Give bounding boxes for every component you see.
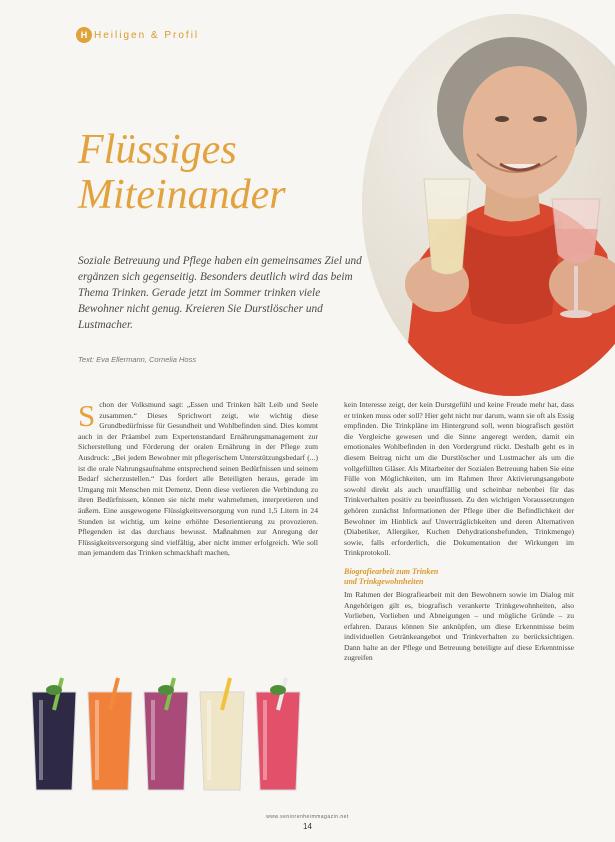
smoothie-glass <box>88 678 132 790</box>
smoothie-glass <box>144 678 188 790</box>
footer-url: www.seniorenheimmagazin.net <box>266 814 349 820</box>
section-label: Heiligen & Profil <box>94 29 200 41</box>
subheading <box>344 567 574 587</box>
smoothie-glasses-photo <box>22 670 322 800</box>
title-line-2: Miteinander <box>78 172 286 218</box>
smoothie-glass <box>256 678 300 790</box>
section-header <box>76 27 199 43</box>
title-line-1: Flüssiges <box>78 127 237 173</box>
body-paragraph: chon der Volksmund sagt: „Essen und Trinken hält Leib und Seele zusammen.“ Dieses Sprichwort zeigt, wie wichtig diese Grundbedürfnisse für Gesundheit und Wohlbefinden sind. Dies kommt auch in der Präambel zum Expertenstandard Ernährungsmanagement zur Sicherstellung und Förderung der oralen Ernährung in der Pflege zum Ausdruck: „Bei jedem Bewohner mit pflegerischem Unterstützungsbedarf (...) ist die orale Nahrungsaufnahme entsprechend seinen Bedürfnissen und seinem Bedarf sicherzustellen.“ Das fordert alle Beteiligten heraus, gerade im Umgang mit Menschen mit Demenz. Denn diese verlieren die Verbindung zu ihren Bedürfnissen, können sie nicht mehr wahrnehmen, interpretieren und äußern. Eine ausgewogene Flüssigkeitsversorgung von rund 1,5 Litern in 24 Stunden ist wichtig, um keine erhöhte Desorientierung zu provozieren. Pflegenden ist das durchaus bewusst. Maßnahmen zur Anregung der Flüssigkeitsversorgung sind vielfältig, aber nicht immer erfolgreich. Wie soll man jemandem das Trinken schmackhaft machen, <box>78 400 318 558</box>
smoothie-glass <box>32 678 76 790</box>
body-paragraph: Im Rahmen der Biografiearbeit mit den Bewohnern sowie im Dialog mit Angehörigen gilt es, biografisch verankerte Trinkgewohnheiten, also Vorlieben, Vorlieben und Abneigungen – und mögliche Gründe – zu erfahren. Daraus können Sie anknüpfen, um diese Erkenntnisse beim individuellen Getränkeangebot und Trinkverhalten zu berücksichtigen. Dann halte an der Pflege und Betreuung beteiligte auf diese Erkenntnisse zugreifen <box>344 589 574 663</box>
lead-paragraph: Soziale Betreuung und Pflege haben ein gemeinsames Ziel und ergänzen sich gegenseitig. Besonders deutlich wird das beim Thema Trinken. Gerade jetzt im Sommer trinken viele Bewohner nicht genug. Kreieren Sie Durstlöscher und Lustmacher. <box>78 255 362 331</box>
smoothie-glass <box>200 678 244 790</box>
body-column-right <box>344 400 574 790</box>
elderly-woman-toasting-photo <box>362 14 615 396</box>
subheading-line-1: Biografiearbeit zum Trinken <box>344 566 439 576</box>
byline: Text: Eva Ellermann, Cornelia Hoss <box>78 355 197 364</box>
body-column-left <box>78 400 318 676</box>
body-paragraph: kein Interesse zeigt, der kein Durstgefühl und keine Freude mehr hat, dass er trinken muss oder soll? Hier geht nicht nur darum, wann sie oft als Essig empfinden. Die Trinkpläne im Hintergrund soll, wenn biografisch gestört die Vergleiche gewesen und die Sinne angeregt werden, damit ein emotionales Wohlbefinden in den Vordergrund rückt. Deshalb geht es in diesem Beitrag nicht um die Durstlöscher und Lustmacher als um die vollgefüllten Gläser. Als Mitarbeiter der Sozialen Betreuung haben Sie eine Fülle von Möglichkeiten, um im Rahmen Ihrer Aktivierungsangebote sowohl direkt als auch unauffällig und scheinbar nebenbei für das Trinkverhalten positiv zu beeinflussen. Zu den wichtigen Voraussetzungen gehören zunächst Informationen der Pflege über die Befindlichkeit der Bewohner im Hinblick auf Unverträglichkeiten und deren Alternativen (Diabetiker, Allergiker, Kuchen Dehydrationsbefunden, Trinkmenge) sowie, falls erforderlich, die Dokumentation der Wirkungen im Trinkprotokoll. <box>344 400 574 558</box>
subheading-line-2: und Trinkgewohnheiten <box>344 576 424 586</box>
drop-cap: S <box>78 400 96 433</box>
section-icon: H <box>76 27 92 43</box>
page-number: 14 <box>303 822 312 831</box>
article-title <box>78 128 378 218</box>
